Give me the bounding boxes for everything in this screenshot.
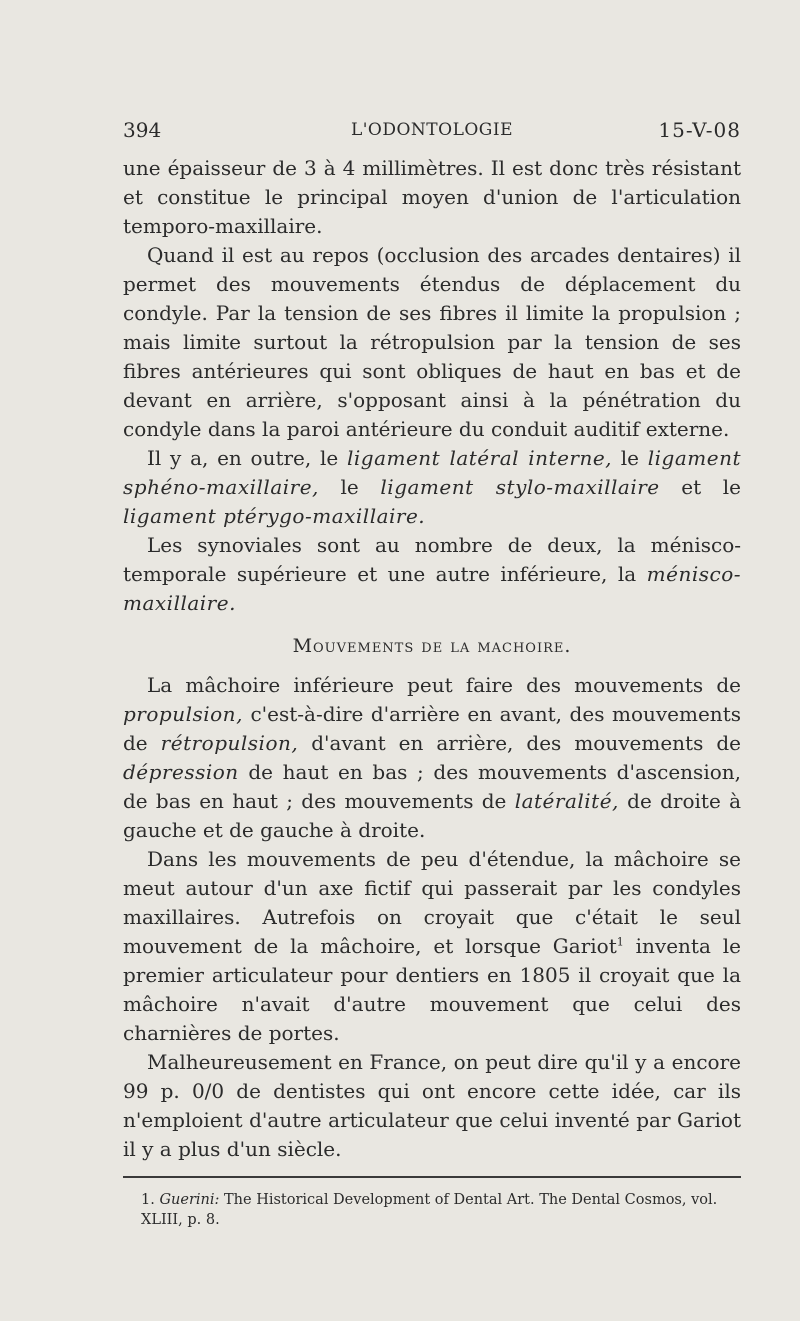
text-run: de droite à gauche et de gauche à droite. bbox=[123, 789, 741, 842]
text-run: d'avant en arrière, des mouvements de bbox=[298, 731, 742, 755]
text-run: c'est-à-dire d'arrière en avant, des mouvements de bbox=[123, 702, 741, 755]
paragraph-1: une épaisseur de 3 à 4 millimètres. Il est donc très résistant et constitue le principal moyen d'union de l'articulation temporo-maxillaire. bbox=[123, 156, 741, 238]
italic-term: latéralité, bbox=[514, 789, 619, 813]
text-run: inventa le premier articulateur pour dentiers en 1805 il croyait que la mâchoire n'avait d'autre mouvement que celui des charnières de portes. bbox=[123, 934, 741, 1045]
footnote-number: 1. bbox=[141, 1192, 155, 1208]
footnote-marker: 1 bbox=[616, 935, 624, 949]
journal-title: L'ODONTOLOGIE bbox=[350, 120, 514, 140]
footnote-text: The Historical Development of Dental Art. The Dental Cosmos, vol. XLIII, p. 8. bbox=[141, 1192, 718, 1228]
italic-term: rétropulsion, bbox=[160, 731, 299, 755]
paragraph-7: Malheureusement en France, on peut dire qu'il y a encore 99 p. 0/0 de dentistes qui ont encore cette idée, car ils n'emploient d'autre articulateur que celui inventé par Gariot il y a plus d'un siècle. bbox=[123, 1050, 741, 1161]
italic-term: ligament sphéno-maxillaire, bbox=[123, 446, 742, 499]
paragraph-2: Quand il est au repos (occlusion des arcades dentaires) il permet des mouvements étendus de déplacement du condyle. Par la tension de ses fibres il limite la propulsion ; mais limite surtout la rétropulsion par la tension de ses fibres antérieures qui sont obliques de haut en bas et de devant en arrière, s'opposant ainsi à la pénétration du condyle dans la paroi antérieure du conduit auditif externe. bbox=[123, 243, 741, 441]
paragraph-4 bbox=[123, 531, 741, 618]
text-run: et le bbox=[659, 475, 741, 499]
footnote-rule bbox=[123, 1176, 741, 1178]
italic-term: ligament latéral interne, bbox=[346, 446, 613, 470]
page-number: 394 bbox=[123, 118, 162, 142]
running-header bbox=[123, 118, 741, 154]
section-heading: Mouvements de la machoire. bbox=[292, 635, 572, 657]
footnote bbox=[123, 1190, 741, 1230]
italic-term: propulsion, bbox=[123, 702, 243, 726]
text-run: le bbox=[612, 446, 648, 470]
text-run: de haut en bas ; des mouvements d'ascension, de bas en haut ; des mouvements de bbox=[123, 760, 741, 813]
footnote-author: Guerini: bbox=[159, 1192, 220, 1208]
paragraph-5 bbox=[123, 671, 741, 845]
italic-term: ménisco-maxillaire. bbox=[123, 562, 741, 615]
text-run: le bbox=[318, 475, 381, 499]
paragraph-3 bbox=[123, 444, 741, 531]
italic-term: dépression bbox=[123, 760, 239, 784]
paragraph-6 bbox=[123, 845, 741, 1048]
document-page bbox=[123, 118, 741, 1230]
body-text bbox=[123, 154, 741, 1164]
text-run: Dans les mouvements de peu d'étendue, la mâchoire se meut autour d'un axe fictif qui passerait par les condyles maxillaires. Autrefois on croyait que c'était le seul mouvement de la mâchoire, et lorsque Gariot bbox=[123, 847, 741, 958]
text-run: Il y a, en outre, le bbox=[147, 446, 347, 470]
italic-term: ligament ptérygo-maxillaire. bbox=[123, 504, 426, 528]
text-run: Les synoviales sont au nombre de deux, la ménisco-temporale supérieure et une autre inférieure, la bbox=[123, 533, 741, 586]
issue-date: 15-V-08 bbox=[658, 118, 741, 142]
text-run: La mâchoire inférieure peut faire des mouvements de bbox=[147, 673, 741, 697]
italic-term: ligament stylo-maxillaire bbox=[380, 475, 660, 499]
